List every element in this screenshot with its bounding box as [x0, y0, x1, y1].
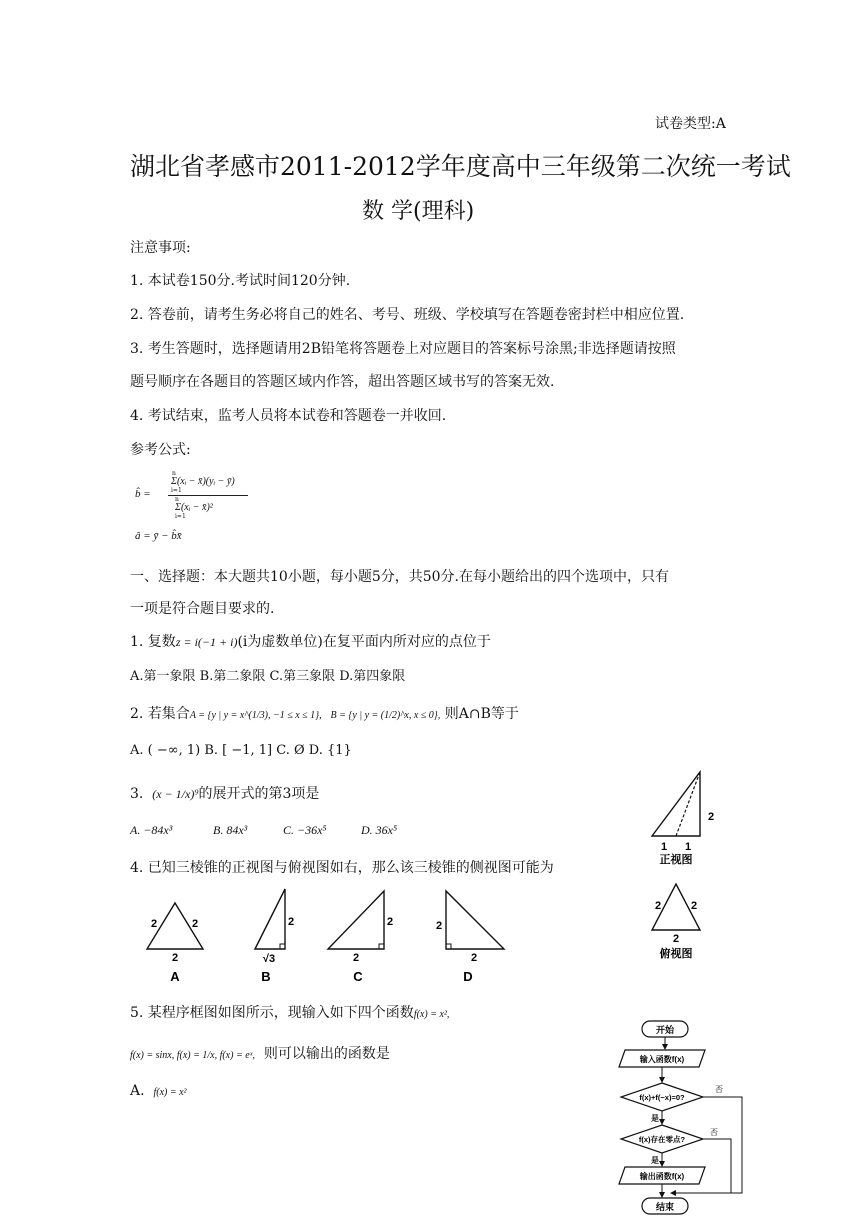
- q5-line1-expr: f(x) = x²,: [413, 1009, 450, 1020]
- question-3: [130, 783, 319, 803]
- top-side-right-label: 2: [691, 900, 698, 912]
- top-side-left-label: 2: [655, 900, 662, 912]
- choice-a-bottom-label: 2: [171, 952, 179, 964]
- choice-b-figure: [245, 885, 300, 990]
- choice-a-left-label: 2: [151, 918, 158, 930]
- q2-suffix: 则A∩B等于: [444, 706, 519, 722]
- q5-line1: 5. 某程序框图如图所示，现输入如下四个函数: [130, 1005, 414, 1021]
- choice-d-letter: D: [463, 969, 473, 984]
- choice-c-side-label: 2: [387, 916, 394, 928]
- front-view-triangle: [652, 772, 700, 836]
- top-view-label: 俯视图: [659, 948, 693, 960]
- q5-suffix: 则可以输出的函数是: [263, 1046, 390, 1062]
- choice-b-letter: B: [261, 969, 271, 984]
- choice-a-figure: [140, 895, 215, 990]
- choice-c-letter: C: [353, 969, 363, 984]
- choice-a-right-label: 2: [192, 918, 199, 930]
- front-view-figure: [640, 750, 720, 870]
- choice-b-triangle: [255, 889, 285, 949]
- flow-yes-label-2: 是: [651, 1156, 659, 1165]
- note-line: 3. 考生答题时，选择题请用2B铅笔将答题卷上对应题目的答案标号涂黑;非选择题请按照: [130, 341, 676, 357]
- flow-start-label: 开始: [655, 1025, 675, 1035]
- question-1: [130, 631, 491, 651]
- flow-no-label-2: 否: [710, 1128, 718, 1137]
- note-line: 题号顺序在各题目的答题区域内作答，超出答题区域书写的答案无效.: [130, 374, 555, 390]
- q2-prefix: 2. 若集合: [130, 706, 190, 722]
- choice-d-side-label: 2: [436, 920, 443, 932]
- q3-suffix: 的展开式的第3项是: [198, 786, 320, 802]
- question-5: [130, 1002, 449, 1022]
- paper-type: 试卷类型:A: [655, 116, 726, 132]
- flow-yes-label-1: 是: [651, 1114, 659, 1123]
- choice-d-bottom-label: 2: [470, 952, 478, 964]
- b-hat-numerator: Σ(xᵢ − x̄)(yᵢ − ȳ): [171, 476, 235, 487]
- front-view-dashed-line: [676, 772, 700, 836]
- choice-d-figure: [430, 885, 515, 990]
- choice-b-side-label: 2: [288, 916, 295, 928]
- flow-no-path-2: [703, 1139, 731, 1193]
- note-line: 2. 答卷前，请考生务必将自己的姓名、考号、班级、学校填写在答题卷密封栏中相应位置.: [130, 307, 685, 323]
- note-line: 4. 考试结束，监考人员将本试卷和答题卷一并收回.: [130, 408, 447, 424]
- q2-set-a: A = {y | y = x^(1/3), −1 ≤ x ≤ 1},: [189, 710, 322, 721]
- choice-c-bottom-label: 2: [352, 952, 360, 964]
- front-view-label: 正视图: [659, 854, 693, 866]
- flow-output-label: 输出函数f(x): [639, 1172, 685, 1181]
- choice-b-bottom-label: √3: [262, 953, 276, 965]
- section-heading: 一项是符合题目要求的.: [130, 601, 275, 617]
- exam-subtitle: 数 学(理科): [362, 199, 475, 224]
- formula-a-hat: â = ȳ − b̂x̄: [135, 530, 182, 542]
- question-2: [130, 703, 519, 723]
- q3-option-a: A. −84x³: [130, 823, 173, 837]
- q1-options: A.第一象限 B.第二象限 C.第三象限 D.第四象限: [130, 669, 406, 684]
- notes-heading: 注意事项:: [130, 240, 191, 256]
- top-base-label: 2: [672, 933, 680, 945]
- choice-d-right-angle: [446, 944, 451, 949]
- flow-input-label: 输入函数f(x): [639, 1055, 685, 1064]
- choice-b-right-angle: [280, 944, 285, 949]
- top-view-figure: [640, 880, 720, 965]
- choice-c-figure: [320, 885, 400, 990]
- choice-c-triangle: [328, 891, 384, 949]
- q3-option-d: D. 36x⁵: [361, 823, 398, 837]
- choice-d-triangle: [446, 891, 504, 949]
- question-4: 4. 已知三棱锥的正视图与俯视图如右，那么该三棱锥的侧视图可能为: [130, 860, 554, 876]
- choice-a-letter: A: [170, 969, 180, 984]
- b-hat-denominator: Σ(xᵢ − x̄)²: [175, 502, 213, 513]
- formula-heading: 参考公式:: [130, 442, 191, 458]
- note-line: 1. 本试卷150分.考试时间120分钟.: [130, 273, 351, 289]
- q1-expr: z = i(−1 + i): [175, 635, 238, 649]
- q5-option-a: [130, 1083, 187, 1099]
- formula-b-hat: [135, 470, 275, 521]
- front-base-right-label: 1: [684, 841, 692, 853]
- flow-condition-2-label: f(x)存在零点?: [638, 1135, 686, 1144]
- q5-option-a-expr: f(x) = x²: [153, 1087, 187, 1098]
- front-base-left-label: 1: [660, 841, 668, 853]
- q3-expr: (x − 1/x)⁹: [152, 787, 199, 801]
- section-heading: 一、选择题：本大题共10小题，每小题5分，共50分.在每小题给出的四个选项中，只有: [130, 569, 669, 585]
- sum-top: n: [172, 470, 176, 477]
- flow-end-label: 结束: [655, 1202, 675, 1212]
- q5-functions: f(x) = sinx, f(x) = 1/x, f(x) = eˣ,: [130, 1050, 255, 1061]
- q3-option-b: B. 84x³: [213, 823, 248, 837]
- choice-c-right-angle: [379, 944, 384, 949]
- b-hat-lhs: b̂ =: [135, 488, 151, 500]
- q2-options: A. ( −∞, 1) B. [ −1, 1] C. Ø D. {1}: [130, 743, 352, 758]
- flow-no-label-1: 否: [715, 1085, 723, 1094]
- q5-option-a-prefix: A.: [130, 1083, 145, 1099]
- sum-bottom: i=1: [171, 487, 182, 494]
- flow-condition-1-label: f(x)+f(−x)=0?: [639, 1093, 685, 1102]
- question-5-functions: [130, 1043, 390, 1063]
- q3-prefix: 3.: [130, 786, 144, 802]
- fraction-bar: [168, 495, 248, 496]
- q3-option-c: C. −36x⁵: [283, 823, 327, 837]
- flowchart: [605, 1015, 755, 1216]
- sum-bottom: i=1: [175, 513, 186, 520]
- sum-top: n: [175, 496, 179, 503]
- front-height-label: 2: [708, 811, 715, 823]
- q1-prefix: 1. 复数: [130, 634, 176, 650]
- q1-suffix: (i为虚数单位)在复平面内所对应的点位于: [237, 634, 491, 650]
- exam-title: 湖北省孝感市2011-2012学年度高中三年级第二次统一考试: [130, 152, 791, 181]
- q2-set-b: B = {y | y = (1/2)^x, x ≤ 0},: [330, 710, 441, 721]
